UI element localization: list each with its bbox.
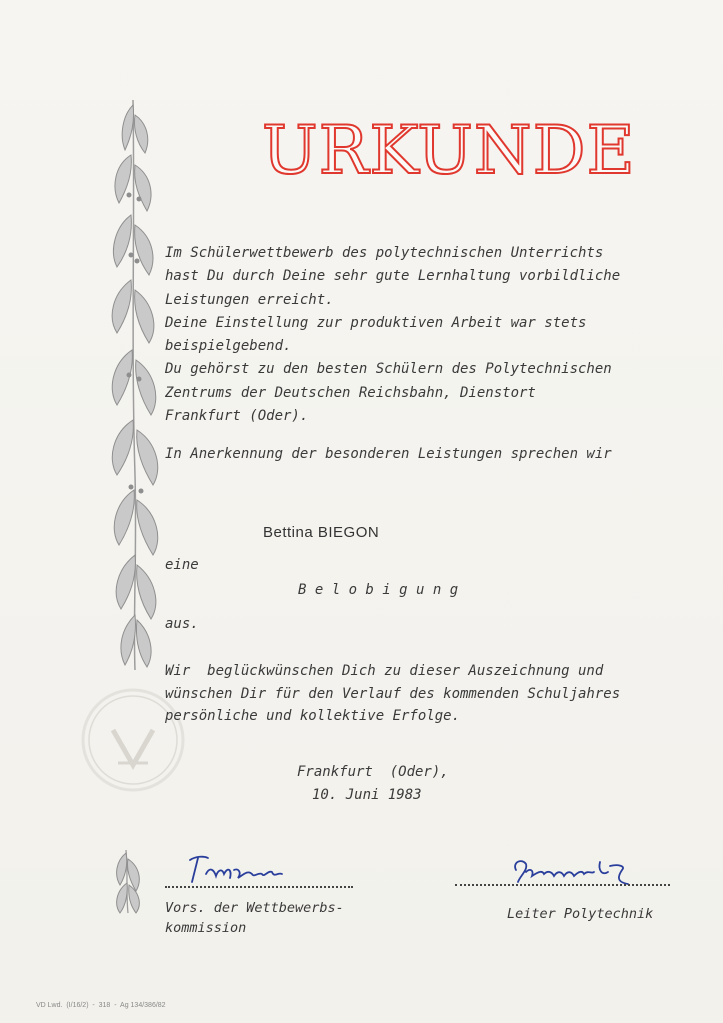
laurel-branch-ornament — [95, 95, 175, 675]
award-title: B e l o b i g u n g — [298, 582, 459, 598]
signature-line-right — [455, 884, 670, 886]
place: Frankfurt (Oder), — [297, 764, 449, 780]
closing-line: wünschen Dir für den Verlauf des kommenden Schuljahres — [165, 685, 621, 702]
intro-line: Du gehörst zu den besten Schülern des Polytechnischen — [165, 361, 612, 378]
print-footer: VD Lwd. (I/16/2) - 318 - Ag 134/386/82 — [36, 1002, 166, 1009]
word-eine: eine — [165, 557, 199, 573]
signature-right — [510, 852, 640, 892]
intro-line: Deine Einstellung zur produktiven Arbeit war stets — [165, 314, 587, 331]
signatory-left-line1: Vors. der Wettbewerbs- — [165, 900, 344, 916]
intro-line: beispielgebend. — [165, 338, 292, 355]
closing-line: Wir beglückwünschen Dich zu dieser Auszeichnung und — [165, 663, 604, 679]
intro-line: Zentrums der Deutschen Reichsbahn, Dienstort — [165, 384, 536, 401]
signature-left — [182, 848, 292, 888]
signatory-right: Leiter Polytechnik — [507, 906, 654, 922]
intro-line: hast Du durch Deine sehr gute Lernhaltung vorbildliche — [165, 268, 621, 285]
intro-line: Leistungen erreicht. — [165, 291, 334, 308]
signature-line-left — [165, 886, 353, 888]
date: 10. Juni 1983 — [312, 787, 422, 803]
closing-line: persönliche und kollektive Erfolge. — [165, 708, 461, 724]
intro-paragraph — [165, 242, 665, 428]
small-branch-ornament — [108, 845, 148, 915]
recipient-name: Bettina BIEGON — [263, 524, 380, 541]
signatory-left-line2: kommission — [165, 920, 247, 936]
word-aus: aus. — [165, 616, 199, 632]
intro-line: Frankfurt (Oder). — [165, 408, 309, 425]
document-title: URKUNDE — [262, 112, 636, 189]
recognition-line: In Anerkennung der besonderen Leistungen sprechen wir — [165, 446, 612, 462]
closing-paragraph — [165, 660, 665, 728]
intro-line: Im Schülerwettbewerb des polytechnischen Unterrichts — [165, 245, 604, 261]
